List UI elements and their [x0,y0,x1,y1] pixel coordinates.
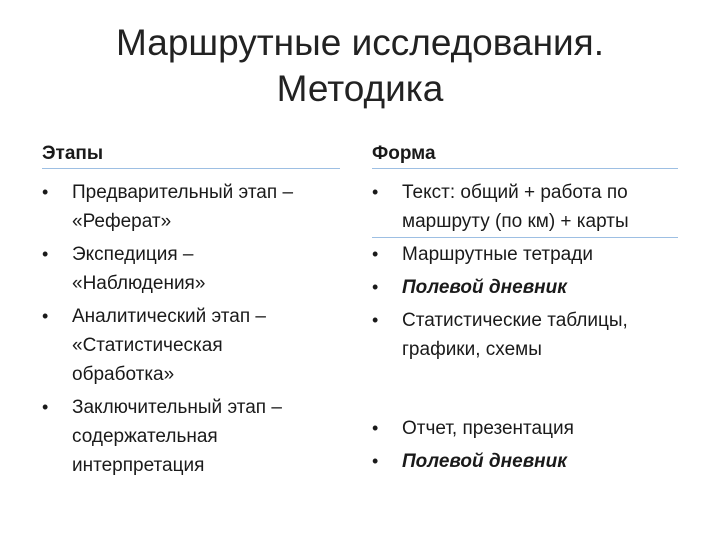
bullet-icon: • [42,182,49,202]
left-column [42,140,342,484]
right-column [372,140,692,480]
bullet-icon: • [372,310,379,330]
slide-title [60,20,660,112]
item-line: Предварительный этап – [72,182,294,203]
list-item [42,393,342,480]
list-item [42,302,342,389]
bullet-icon: • [372,451,379,471]
item-line: содержательная [72,426,218,447]
item-line: Маршрутные тетради [402,244,593,265]
item-line: «Статистическая [72,335,223,356]
bullet-icon: • [42,306,49,326]
item-line: «Наблюдения» [72,273,206,294]
spacer [372,368,692,414]
item-line: Заключительный этап – [72,397,282,418]
forms-list-final [372,414,692,476]
list-item [372,178,692,236]
left-column-header: Этапы [42,143,104,164]
item-line: Отчет, презентация [402,418,574,439]
item-line: «Реферат» [72,211,172,232]
bullet-icon: • [42,397,49,417]
list-item [372,273,692,302]
list-item [42,178,342,236]
right-column-header: Форма [372,143,436,164]
bullet-icon: • [42,244,49,264]
list-item [372,447,692,476]
forms-list [372,178,692,364]
bullet-icon: • [372,418,379,438]
bullet-icon: • [372,277,379,297]
item-line-emphasis: Полевой дневник [402,277,567,298]
list-item [42,240,342,298]
item-line: графики, схемы [402,339,542,360]
item-line-emphasis: Полевой дневник [402,451,567,472]
item-line: Аналитический этап – [72,306,266,327]
item-line: обработка» [72,364,175,385]
item-line: Текст: общий + работа по [402,182,628,203]
bullet-icon: • [372,244,379,264]
item-line: Статистические таблицы, [402,310,628,331]
item-line: Экспедиция – [72,244,194,265]
bullet-icon: • [372,182,379,202]
list-item [372,240,692,269]
stages-list [42,178,342,480]
list-item [372,306,692,364]
list-item [372,414,692,443]
title-line-1: Маршрутные исследования. [116,22,604,63]
title-line-2: Методика [276,68,444,109]
item-line: маршруту (по км) + карты [402,211,629,232]
item-line: интерпретация [72,455,205,476]
